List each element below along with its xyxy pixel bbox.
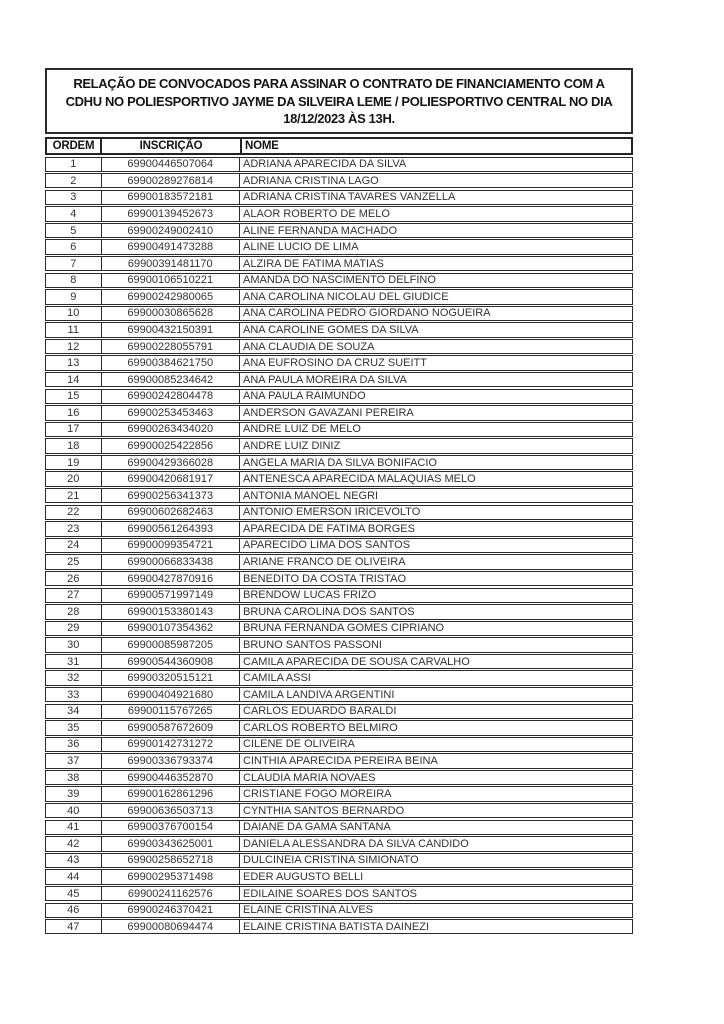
cell-inscricao: 69900256341373 xyxy=(102,489,241,502)
cell-nome: ALAOR ROBERTO DE MELO xyxy=(243,207,390,220)
table-row xyxy=(45,190,633,205)
cell-ordem: 8 xyxy=(46,274,102,287)
cell-nome: BRENDOW LUCAS FRIZO xyxy=(243,589,377,602)
cell-nome: EDILAINE SOARES DOS SANTOS xyxy=(243,887,418,900)
cell-ordem: 14 xyxy=(46,373,102,386)
cell-inscricao: 69900295371498 xyxy=(102,870,241,883)
table-row xyxy=(45,820,633,835)
cell-ordem: 43 xyxy=(46,854,102,867)
cell-nome: ELAINE CRISTINA BATISTA DAINEZI xyxy=(243,920,430,933)
table-row xyxy=(45,538,633,553)
cell-nome: BRUNO SANTOS PASSONI xyxy=(243,638,382,651)
cell-nome: ANGELA MARIA DA SILVA BONIFACIO xyxy=(243,456,437,469)
table-row xyxy=(45,256,633,271)
cell-inscricao: 69900142731272 xyxy=(102,738,241,751)
cell-nome: ANA PAULA RAIMUNDO xyxy=(243,390,366,403)
cell-ordem: 45 xyxy=(46,887,102,900)
cell-ordem: 31 xyxy=(46,655,102,668)
cell-ordem: 34 xyxy=(46,705,102,718)
table-row xyxy=(45,273,633,288)
table-row xyxy=(45,554,633,569)
cell-ordem: 25 xyxy=(46,555,102,568)
cell-ordem: 23 xyxy=(46,522,102,535)
table-row xyxy=(45,704,633,719)
cell-inscricao: 69900258652718 xyxy=(102,854,241,867)
title-line-3: 18/12/2023 ÀS 13H. xyxy=(283,111,395,126)
cell-ordem: 26 xyxy=(46,572,102,585)
table-row xyxy=(45,438,633,453)
cell-ordem: 37 xyxy=(46,754,102,767)
cell-ordem: 44 xyxy=(46,870,102,883)
cell-nome: CAMILA APARECIDA DE SOUSA CARVALHO xyxy=(243,655,470,668)
cell-nome: CLAUDIA MARIA NOVAES xyxy=(243,771,376,784)
table-row xyxy=(45,637,633,652)
title-line-1: RELAÇÃO DE CONVOCADOS PARA ASSINAR O CONTRATO DE FINANCIAMENTO COM A xyxy=(73,76,605,91)
cell-nome: ELAINE CRISTINA ALVES xyxy=(243,904,374,917)
cell-inscricao: 69900085234642 xyxy=(102,373,241,386)
table-row xyxy=(45,687,633,702)
cell-nome: CARLOS ROBERTO BELMIRO xyxy=(243,721,398,734)
cell-nome: ANDRE LUIZ DINIZ xyxy=(243,440,341,453)
cell-nome: ANA CLAUDIA DE SOUZA xyxy=(243,340,375,353)
cell-inscricao: 69900636503713 xyxy=(102,804,241,817)
cell-ordem: 27 xyxy=(46,589,102,602)
cell-ordem: 29 xyxy=(46,622,102,635)
cell-nome: ANTONIO EMERSON IRICEVOLTO xyxy=(243,506,421,519)
cell-ordem: 39 xyxy=(46,787,102,800)
cell-inscricao: 69900253453463 xyxy=(102,406,241,419)
table-row xyxy=(45,588,633,603)
cell-nome: CINTHIA APARECIDA PEREIRA BEINA xyxy=(243,755,438,767)
table-row xyxy=(45,919,633,934)
cell-inscricao: 69900106510221 xyxy=(102,274,241,287)
cell-inscricao: 69900446352870 xyxy=(102,771,241,784)
cell-inscricao: 69900432150391 xyxy=(102,323,241,336)
cell-inscricao: 69900289276814 xyxy=(102,174,241,187)
table-row xyxy=(45,173,633,188)
cell-nome: ADRIANA CRISTINA LAGO xyxy=(243,174,379,187)
table-row xyxy=(45,670,633,685)
cell-inscricao: 69900153380143 xyxy=(102,605,241,618)
table-row xyxy=(45,389,633,404)
cell-inscricao: 69900336793374 xyxy=(102,754,241,767)
cell-nome: ARIANE FRANCO DE OLIVEIRA xyxy=(243,556,406,569)
cell-ordem: 19 xyxy=(46,456,102,469)
table-header-row xyxy=(45,137,633,155)
table-row xyxy=(45,355,633,370)
cell-inscricao: 69900115767265 xyxy=(102,705,241,718)
table-row xyxy=(45,223,633,238)
table-row xyxy=(45,770,633,785)
cell-ordem: 30 xyxy=(46,638,102,651)
table-row xyxy=(45,604,633,619)
table-row xyxy=(45,322,633,337)
cell-nome: BRUNA FERNANDA GOMES CIPRIANO xyxy=(243,622,445,635)
cell-inscricao: 69900343625001 xyxy=(102,837,241,850)
table-row xyxy=(45,571,633,586)
cell-nome: DAIANE DA GAMA SANTANA xyxy=(243,821,391,834)
table-row xyxy=(45,505,633,520)
cell-nome: ANDRE LUIZ DE MELO xyxy=(243,423,361,436)
cell-ordem: 7 xyxy=(46,257,102,270)
cell-inscricao: 69900446507064 xyxy=(102,158,241,171)
cell-ordem: 33 xyxy=(46,688,102,701)
table-row xyxy=(45,157,633,172)
table-row xyxy=(45,654,633,669)
cell-nome: ADRIANA CRISTINA TAVARES VANZELLA xyxy=(243,191,456,204)
table-row xyxy=(45,206,633,221)
cell-ordem: 18 xyxy=(46,439,102,452)
cell-ordem: 46 xyxy=(46,904,102,917)
cell-inscricao: 69900602682463 xyxy=(102,506,241,519)
table-row xyxy=(45,521,633,536)
cell-nome: DULCINEIA CRISTINA SIMIONATO xyxy=(243,854,419,867)
document-title-box xyxy=(45,68,633,134)
table-row xyxy=(45,786,633,801)
cell-inscricao: 69900561264393 xyxy=(102,522,241,535)
cell-nome: ALINE LUCIO DE LIMA xyxy=(243,241,359,254)
cell-inscricao: 69900391481170 xyxy=(102,257,241,270)
cell-nome: APARECIDA DE FATIMA BORGES xyxy=(243,522,415,535)
table-row xyxy=(45,471,633,486)
cell-inscricao: 69900249002410 xyxy=(102,224,241,237)
cell-nome: ADRIANA APARECIDA DA SILVA xyxy=(243,158,407,171)
title-line-2: CDHU NO POLIESPORTIVO JAYME DA SILVEIRA LEME / POLIESPORTIVO CENTRAL NO DIA xyxy=(65,93,613,109)
cell-inscricao: 69900242980065 xyxy=(102,290,241,303)
table-row xyxy=(45,422,633,437)
table-row xyxy=(45,306,633,321)
cell-inscricao: 69900241162576 xyxy=(102,887,241,900)
cell-nome: ANTONIA MANOEL NEGRI xyxy=(243,489,379,502)
cell-ordem: 41 xyxy=(46,821,102,834)
table-row xyxy=(45,339,633,354)
cell-inscricao: 69900246370421 xyxy=(102,904,241,917)
cell-inscricao: 69900263434020 xyxy=(102,423,241,436)
cell-nome: ALINE FERNANDA MACHADO xyxy=(243,224,398,237)
cell-inscricao: 69900099354721 xyxy=(102,539,241,552)
cell-inscricao: 69900491473288 xyxy=(102,240,241,253)
table-row xyxy=(45,869,633,884)
table-row xyxy=(45,903,633,918)
cell-inscricao: 69900228055791 xyxy=(102,340,241,353)
cell-ordem: 21 xyxy=(46,489,102,502)
cell-ordem: 32 xyxy=(46,671,102,684)
cell-inscricao: 69900544360908 xyxy=(102,655,241,668)
cell-inscricao: 69900025422856 xyxy=(102,439,241,452)
cell-nome: ANA PAULA MOREIRA DA SILVA xyxy=(243,373,407,386)
table-row xyxy=(45,720,633,735)
cell-ordem: 42 xyxy=(46,837,102,850)
cell-nome: CILENE DE OLIVEIRA xyxy=(243,738,355,751)
cell-ordem: 10 xyxy=(46,307,102,320)
cell-inscricao: 69900420681917 xyxy=(102,472,241,485)
cell-ordem: 35 xyxy=(46,721,102,734)
cell-nome: ANA CAROLINA PEDRO GIORDANO NOGUEIRA xyxy=(243,307,491,320)
table-row xyxy=(45,803,633,818)
header-ordem: ORDEM xyxy=(45,137,102,155)
cell-inscricao: 69900066833438 xyxy=(102,555,241,568)
table-row xyxy=(45,836,633,851)
cell-inscricao: 69900320515121 xyxy=(102,671,241,684)
cell-ordem: 36 xyxy=(46,738,102,751)
cell-ordem: 6 xyxy=(46,240,102,253)
table-body xyxy=(45,157,633,935)
cell-ordem: 38 xyxy=(46,771,102,784)
cell-inscricao: 69900587672609 xyxy=(102,721,241,734)
cell-ordem: 2 xyxy=(46,174,102,187)
cell-nome: CYNTHIA SANTOS BERNARDO xyxy=(243,804,405,817)
cell-ordem: 13 xyxy=(46,356,102,369)
cell-nome: EDER AUGUSTO BELLI xyxy=(243,871,364,884)
table-row xyxy=(45,853,633,868)
cell-inscricao: 69900384621750 xyxy=(102,356,241,369)
cell-ordem: 15 xyxy=(46,390,102,403)
cell-ordem: 47 xyxy=(46,920,102,933)
table-row xyxy=(45,239,633,254)
cell-ordem: 11 xyxy=(46,323,102,336)
cell-nome: CAMILA ASSI xyxy=(243,672,311,685)
cell-nome: ANA CAROLINA NICOLAU DEL GIUDICE xyxy=(243,290,449,303)
document-page xyxy=(45,68,633,936)
cell-ordem: 1 xyxy=(46,158,102,171)
cell-inscricao: 69900427870916 xyxy=(102,572,241,585)
cell-ordem: 4 xyxy=(46,207,102,220)
cell-ordem: 16 xyxy=(46,406,102,419)
table-row xyxy=(45,753,633,768)
cell-ordem: 28 xyxy=(46,605,102,618)
cell-nome: ANA CAROLINE GOMES DA SILVA xyxy=(243,323,419,336)
cell-inscricao: 69900376700154 xyxy=(102,821,241,834)
cell-nome: CRISTIANE FOGO MOREIRA xyxy=(243,788,392,801)
table-row xyxy=(45,372,633,387)
cell-ordem: 40 xyxy=(46,804,102,817)
cell-nome: CARLOS EDUARDO BARALDI xyxy=(243,705,397,718)
cell-nome: ANTENESCA APARECIDA MALAQUIAS MELO xyxy=(243,473,476,486)
cell-inscricao: 69900162861296 xyxy=(102,787,241,800)
table-row xyxy=(45,405,633,420)
cell-inscricao: 69900085987205 xyxy=(102,638,241,651)
cell-ordem: 3 xyxy=(46,191,102,204)
cell-nome: ANA EUFROSINO DA CRUZ SUEITT xyxy=(243,357,427,370)
cell-nome: BRUNA CAROLINA DOS SANTOS xyxy=(243,605,415,618)
table-row xyxy=(45,621,633,636)
cell-ordem: 20 xyxy=(46,472,102,485)
cell-inscricao: 69900139452673 xyxy=(102,207,241,220)
cell-ordem: 24 xyxy=(46,539,102,552)
table-row xyxy=(45,455,633,470)
cell-inscricao: 69900571997149 xyxy=(102,589,241,602)
table-row xyxy=(45,289,633,304)
cell-ordem: 9 xyxy=(46,290,102,303)
cell-nome: DANIELA ALESSANDRA DA SILVA CANDIDO xyxy=(243,837,469,850)
cell-ordem: 12 xyxy=(46,340,102,353)
table-row xyxy=(45,886,633,901)
table-row xyxy=(45,737,633,752)
table-row xyxy=(45,488,633,503)
cell-inscricao: 69900183572181 xyxy=(102,191,241,204)
cell-nome: CAMILA LANDIVA ARGENTINI xyxy=(243,688,395,701)
header-nome: NOME xyxy=(242,137,633,155)
cell-ordem: 22 xyxy=(46,506,102,519)
cell-nome: ALZIRA DE FATIMA MATIAS xyxy=(243,257,384,270)
cell-nome: BENEDITO DA COSTA TRISTAO xyxy=(243,572,406,585)
cell-inscricao: 69900429366028 xyxy=(102,456,241,469)
header-inscricao: INSCRIÇÃO xyxy=(102,137,242,155)
cell-inscricao: 69900404921680 xyxy=(102,688,241,701)
cell-nome: AMANDA DO NASCIMENTO DELFINO xyxy=(243,274,436,287)
cell-inscricao: 69900242804478 xyxy=(102,390,241,403)
cell-ordem: 5 xyxy=(46,224,102,237)
cell-inscricao: 69900080694474 xyxy=(102,920,241,933)
cell-nome: APARECIDO LIMA DOS SANTOS xyxy=(243,539,411,552)
cell-inscricao: 69900030865628 xyxy=(102,307,241,320)
cell-ordem: 17 xyxy=(46,423,102,436)
cell-nome: ANDERSON GAVAZANI PEREIRA xyxy=(243,406,414,419)
cell-inscricao: 69900107354362 xyxy=(102,622,241,635)
